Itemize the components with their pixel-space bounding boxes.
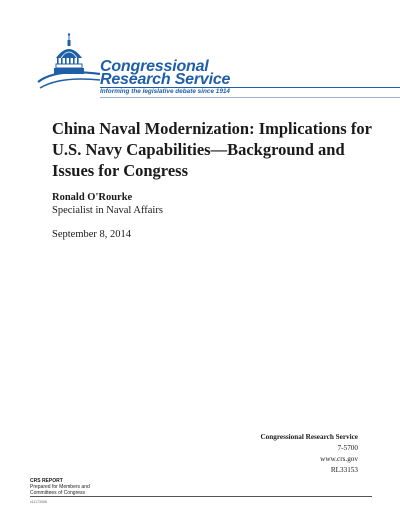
crs-report-line2: Committees of Congress <box>30 489 86 496</box>
report-title: China Naval Modernization: Implications for U.S. Navy Capabilities—Background and Issues for Congress <box>52 119 372 180</box>
capitol-dome-icon <box>36 28 102 94</box>
logo-tagline: Informing the legislative debate since 1914 <box>100 88 230 95</box>
publisher-block <box>260 432 358 476</box>
publisher-code: 7-5700 <box>337 444 358 452</box>
logo-name-line1: Congressional <box>100 58 209 75</box>
author-block <box>52 191 163 217</box>
report-number: RL33153 <box>330 466 358 474</box>
crs-report-heading: CRS REPORT <box>30 478 63 484</box>
crs-report-label <box>30 479 90 496</box>
author-name: Ronald O'Rourke <box>52 192 133 203</box>
logo-underline <box>100 97 400 98</box>
report-date: September 8, 2014 <box>52 229 132 240</box>
logo-wordmark <box>100 60 230 86</box>
publisher-org: Congressional Research Service <box>260 433 358 441</box>
crs-logo <box>36 28 366 100</box>
logo-name-line2: Research Service <box>100 71 231 88</box>
footer-code: c11173008 <box>30 500 47 504</box>
publisher-website: www.crs.gov <box>320 455 358 463</box>
author-role: Specialist in Naval Affairs <box>52 205 163 216</box>
crs-report-line1: Prepared for Members and <box>30 483 90 490</box>
footer-divider <box>30 496 372 497</box>
